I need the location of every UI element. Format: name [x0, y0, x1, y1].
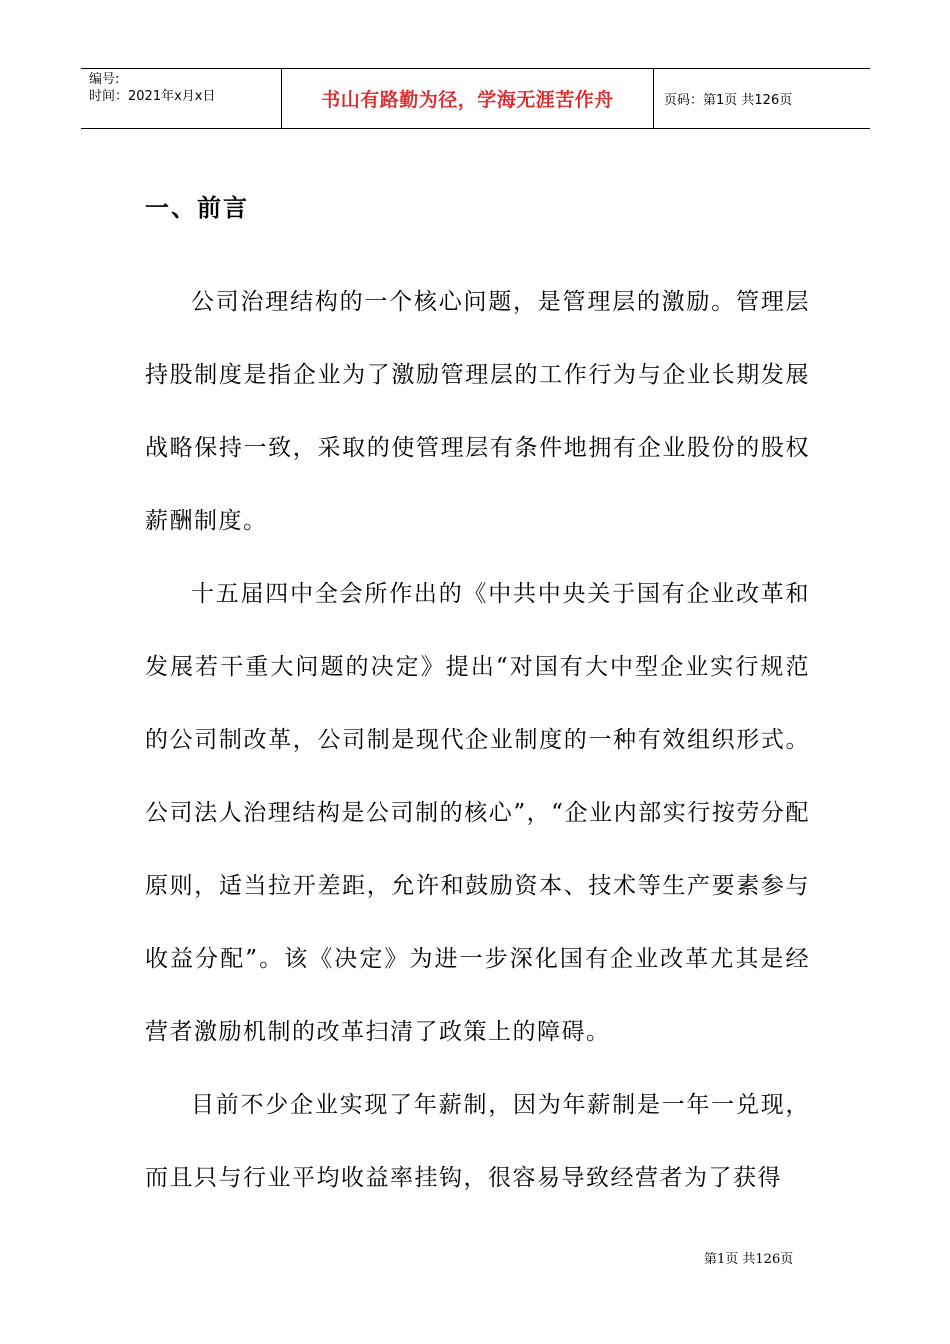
paragraph: 目前不少企业实现了年薪制，因为年薪制是一年一兑现，而且只与行业平均收益率挂钩，很容易导致经营者为了获得: [145, 1092, 810, 1191]
header-meta: [81, 69, 282, 128]
document-body: [145, 178, 810, 1215]
paragraph: 公司治理结构的一个核心问题，是管理层的激励。管理层持股制度是指企业为了激励管理层的工作行为与企业长期发展战略保持一致，采取的使管理层有条件地拥有企业股份的股权薪酬制度。: [145, 289, 810, 534]
document-time: 时间：2021年x月x日: [89, 89, 216, 104]
header-motto: [282, 69, 654, 128]
section-heading: 一、前言: [145, 194, 249, 222]
header-page-number: 页码：第1页 共126页: [664, 93, 793, 108]
document-number-label: 编号:: [89, 72, 120, 87]
page-header: [81, 68, 870, 129]
page-footer: [704, 1248, 793, 1267]
footer-page-number: 第1页 共126页: [704, 1252, 794, 1267]
motto-text: 书山有路勤为径，学海无涯苦作舟: [321, 89, 614, 111]
header-page-info: [654, 69, 870, 128]
paragraph: 十五届四中全会所作出的《中共中央关于国有企业改革和发展若干重大问题的决定》提出“对国有大中型企业实行规范的公司制改革，公司制是现代企业制度的一种有效组织形式。公司法人治理结构是公司制的核心”，“企业内部实行按劳分配原则，适当拉开差距，允许和鼓励资本、技术等生产要素参与收益分配”。该《决定》为进一步深化国有企业改革尤其是经营者激励机制的改革扫清了政策上的障碍。: [145, 581, 810, 1045]
